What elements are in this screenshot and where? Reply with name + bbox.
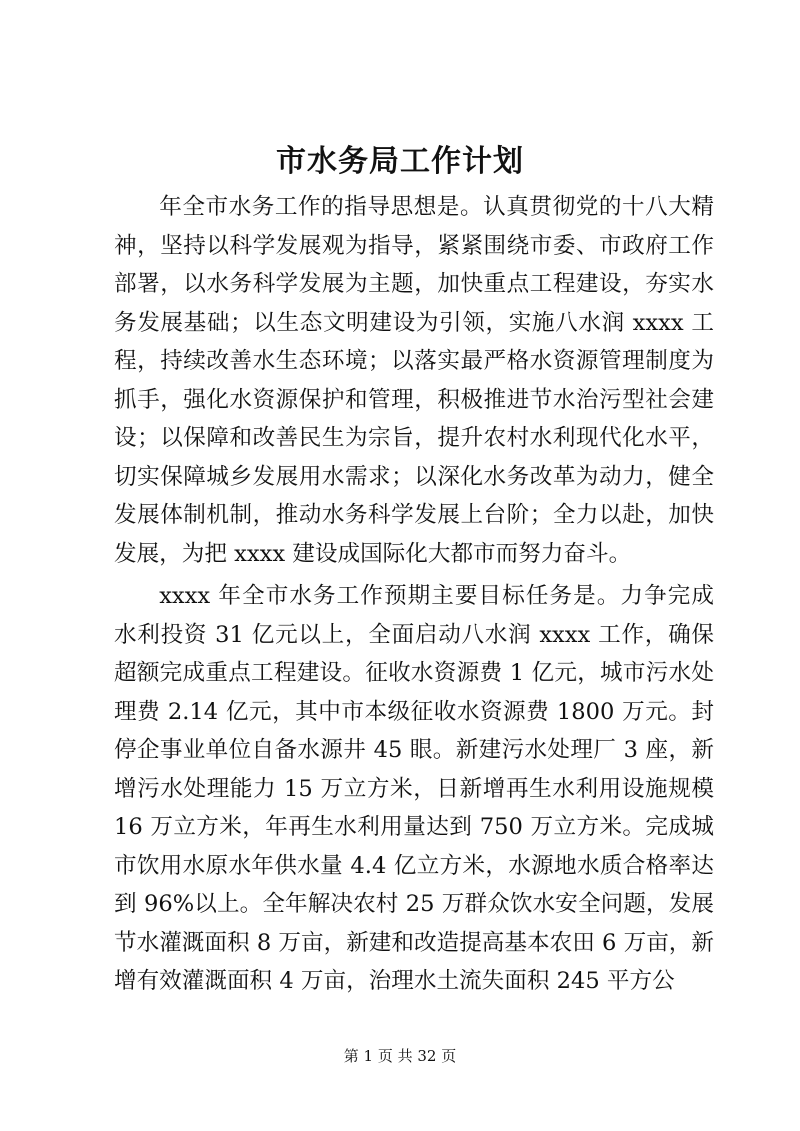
paragraph-annual-targets: xxxx 年全市水务工作预期主要目标任务是。力争完成水利投资 31 亿元以上，全面启动八水润 xxxx 工作，确保超额完成重点工程建设。征收水资源费 1 亿元，城市污水处理费 2.14 亿元，其中市本级征收水资源费 1800 万元。封停企事业单位自备水源井 45 眼。新建污水处理厂 3 座，新增污水处理能力 15 万立方米，日新增再生水利用设施规模 16 万立方米，年再生水利用量达到 750 万立方米。完成城市饮用水原水年供水量 4.4 亿立方米，水源地水质合格率达到 96%以上。全年解决农村 25 万群众饮水安全问题，发展节水灌溉面积 8 万亩，新建和改造提高基本农田 6 万亩，新增有效灌溉面积 4 万亩，治理水土流失面积 245 平方公 [114,583,714,994]
document-title: 市水务局工作计划 [276,144,524,179]
paragraph-guiding-ideology: 年全市水务工作的指导思想是。认真贯彻党的十八大精神，坚持以科学发展观为指导，紧紧围绕市委、市政府工作部署，以水务科学发展为主题，加快重点工程建设，夯实水务发展基础；以生态文明建设为引领，实施八水润 xxxx 工程，持续改善水生态环境；以落实最严格水资源管理制度为抓手，强化水资源保护和管理，积极推进节水治污型社会建设；以保障和改善民生为宗旨，提升农村水利现代化水平，切实保障城乡发展用水需求；以深化水务改革为动力，健全发展体制机制，推动水务科学发展上台阶；全力以赴，加快发展，为把 xxxx 建设成国际化大都市而努力奋斗。 [114,194,714,567]
page-number-footer: 第 1 页 共 32 页 [343,1047,457,1065]
document-body [114,188,714,1005]
